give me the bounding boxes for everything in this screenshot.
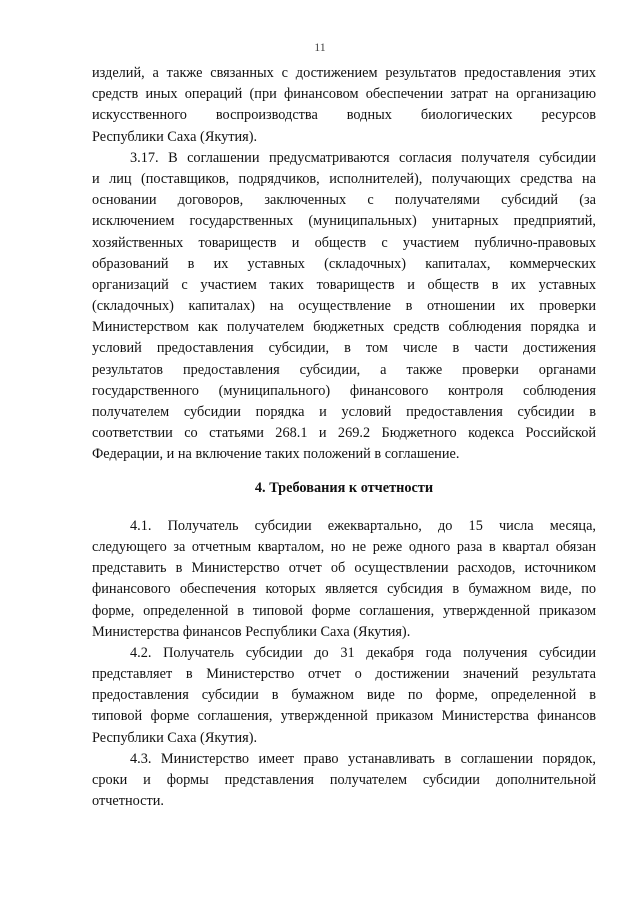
text-line: Республики Саха (Якутия). <box>92 729 258 746</box>
text-line: основании договоров, заключенных с получателями субсидий (за <box>92 192 596 209</box>
text-line: сроки и формы представления получателем субсидии дополнительной <box>92 772 596 788</box>
text-line: отчетности. <box>92 793 164 810</box>
text-line: и лиц (поставщиков, подрядчиков, исполнителей), получающих средства на <box>92 170 596 187</box>
text-line: (складочных) капиталах) на осуществление в отношении их проверки <box>92 298 596 315</box>
text-line: получателем субсидии порядка и условий предоставления субсидии в <box>92 404 596 420</box>
text-line: государственного (муниципального) финансового контроля соблюдения <box>92 382 596 399</box>
text-line: средств иных операций (при финансовом обеспечении затрат на организацию <box>92 86 596 103</box>
text-line: соответствии со статьями 268.1 и 269.2 Бюджетного кодекса Российской <box>92 425 596 442</box>
text-line: 4.2. Получатель субсидии до 31 декабря года получения субсидии <box>130 644 596 661</box>
text-line: Республики Саха (Якутия). <box>92 128 258 145</box>
text-line: результатов предоставления субсидии, а также проверки органами <box>92 361 596 378</box>
text-line: образований в их уставных (складочных) капиталах, коммерческих <box>92 255 596 272</box>
text-line: 4.3. Министерство имеет право устанавливать в соглашении порядок, <box>130 750 596 767</box>
text-line: Федерации, и на включение таких положений в соглашение. <box>92 446 460 463</box>
text-line: хозяйственных товариществ и обществ с участием публично-правовых <box>92 234 596 251</box>
text-line: 4.1. Получатель субсидии ежеквартально, до 15 числа месяца, <box>130 517 596 534</box>
text-line: представить в Министерство отчет об осуществлении расходов, источником <box>92 560 596 577</box>
text-line: исключением государственных (муниципальных) унитарных предприятий, <box>92 213 596 230</box>
text-line: изделий, а также связанных с достижением результатов предоставления этих <box>92 65 596 81</box>
text-line: представляет в Министерство отчет о достижении значений результата <box>92 666 596 683</box>
text-line: условий предоставления субсидии, в том числе в части достижения <box>92 340 596 357</box>
paragraph <box>92 643 596 749</box>
section-heading: 4. Требования к отчетности <box>254 479 434 496</box>
text-line: следующего за отчетным кварталом, но не реже одного раза в квартал обязан <box>92 538 596 555</box>
text-line: Министерства финансов Республики Саха (Якутия). <box>92 623 411 640</box>
paragraph <box>92 516 596 643</box>
document-body <box>92 63 596 812</box>
paragraph <box>92 63 596 148</box>
text-line: организаций с участием таких товариществ и обществ в их уставных <box>92 276 596 293</box>
section-3-continuation <box>92 63 596 466</box>
text-line: типовой форме соглашения, утвержденной приказом Министерства финансов <box>92 708 596 725</box>
text-line: финансового обеспечения которых является субсидия в бумажном виде, по <box>92 581 596 598</box>
text-line: искусственного воспроизводства водных биологических ресурсов <box>92 107 596 124</box>
text-line: Министерством как получателем бюджетных средств соблюдения порядка и <box>92 319 596 336</box>
page-number: 11 <box>314 40 326 54</box>
text-line: форме, определенной в типовой форме соглашения, утвержденной приказом <box>92 602 596 619</box>
paragraph <box>92 148 596 466</box>
text-line: предоставления субсидии в бумажном виде по форме, определенной в <box>92 687 596 704</box>
text-line: 3.17. В соглашении предусматриваются согласия получателя субсидии <box>130 149 596 166</box>
paragraph <box>92 749 596 813</box>
section-4-body <box>92 516 596 813</box>
